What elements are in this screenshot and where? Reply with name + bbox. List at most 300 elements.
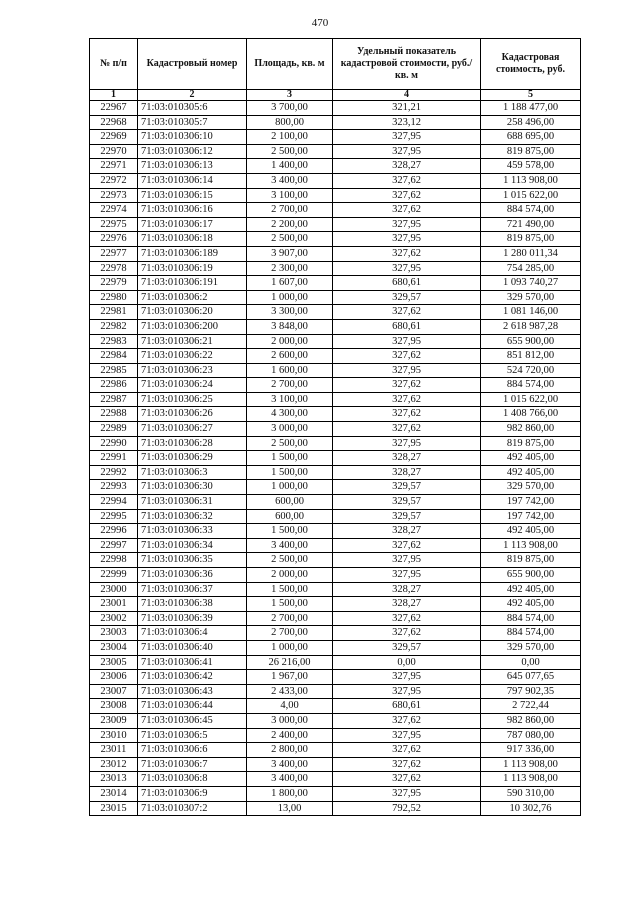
cell-area: 2 700,00 <box>247 611 333 626</box>
header-row-number: № п/п <box>90 39 138 90</box>
cell-row-number: 22996 <box>90 524 138 539</box>
cell-cadastral-cost: 1 081 146,00 <box>481 305 581 320</box>
cell-row-number: 22968 <box>90 115 138 130</box>
cell-specific-value: 327,62 <box>333 743 481 758</box>
cell-row-number: 22969 <box>90 130 138 145</box>
cell-row-number: 23002 <box>90 611 138 626</box>
cell-area: 2 500,00 <box>247 553 333 568</box>
cell-specific-value: 329,57 <box>333 480 481 495</box>
cell-cadastral-number: 71:03:010306:40 <box>138 640 247 655</box>
cell-cadastral-number: 71:03:010306:44 <box>138 699 247 714</box>
cell-row-number: 23006 <box>90 670 138 685</box>
cell-row-number: 22976 <box>90 232 138 247</box>
cell-cadastral-cost: 1 113 908,00 <box>481 772 581 787</box>
cell-row-number: 22982 <box>90 319 138 334</box>
cell-cadastral-cost: 884 574,00 <box>481 626 581 641</box>
cell-cadastral-cost: 819 875,00 <box>481 436 581 451</box>
column-number: 5 <box>481 90 581 101</box>
cell-cadastral-cost: 197 742,00 <box>481 509 581 524</box>
cell-area: 3 907,00 <box>247 246 333 261</box>
cell-cadastral-number: 71:03:010306:8 <box>138 772 247 787</box>
cell-cadastral-number: 71:03:010306:15 <box>138 188 247 203</box>
table-row <box>90 349 581 364</box>
cell-area: 2 800,00 <box>247 743 333 758</box>
cell-cadastral-cost: 982 860,00 <box>481 422 581 437</box>
table-row <box>90 392 581 407</box>
cell-row-number: 22992 <box>90 465 138 480</box>
cell-area: 1 500,00 <box>247 582 333 597</box>
cell-row-number: 22984 <box>90 349 138 364</box>
cell-specific-value: 327,62 <box>333 203 481 218</box>
table-row <box>90 480 581 495</box>
table-row <box>90 640 581 655</box>
cell-area: 2 600,00 <box>247 349 333 364</box>
column-number: 1 <box>90 90 138 101</box>
cell-cadastral-cost: 655 900,00 <box>481 334 581 349</box>
cell-row-number: 23003 <box>90 626 138 641</box>
header-row <box>90 39 581 90</box>
table-row <box>90 684 581 699</box>
cell-specific-value: 327,95 <box>333 144 481 159</box>
table-row <box>90 203 581 218</box>
cell-specific-value: 328,27 <box>333 465 481 480</box>
cell-cadastral-cost: 1 015 622,00 <box>481 392 581 407</box>
cell-specific-value: 327,62 <box>333 246 481 261</box>
cell-cadastral-cost: 258 496,00 <box>481 115 581 130</box>
cell-cadastral-number: 71:03:010306:10 <box>138 130 247 145</box>
cell-row-number: 22970 <box>90 144 138 159</box>
cell-specific-value: 680,61 <box>333 276 481 291</box>
cell-row-number: 22986 <box>90 378 138 393</box>
cell-area: 2 500,00 <box>247 436 333 451</box>
cell-cadastral-cost: 492 405,00 <box>481 582 581 597</box>
cell-cadastral-number: 71:03:010306:42 <box>138 670 247 685</box>
cell-cadastral-cost: 329 570,00 <box>481 480 581 495</box>
cell-area: 3 100,00 <box>247 392 333 407</box>
table-row <box>90 568 581 583</box>
column-number: 4 <box>333 90 481 101</box>
table-row <box>90 626 581 641</box>
cell-cadastral-cost: 819 875,00 <box>481 553 581 568</box>
table-row <box>90 217 581 232</box>
column-number: 2 <box>138 90 247 101</box>
cell-area: 2 100,00 <box>247 130 333 145</box>
header-specific-value: Удельный показатель кадастровой стоимости, руб./кв. м <box>333 39 481 90</box>
cell-area: 600,00 <box>247 509 333 524</box>
cell-cadastral-number: 71:03:010306:20 <box>138 305 247 320</box>
cell-row-number: 22993 <box>90 480 138 495</box>
cell-cadastral-number: 71:03:010306:34 <box>138 538 247 553</box>
cell-cadastral-number: 71:03:010306:39 <box>138 611 247 626</box>
table-row <box>90 159 581 174</box>
cell-row-number: 22981 <box>90 305 138 320</box>
cell-cadastral-number: 71:03:010306:25 <box>138 392 247 407</box>
table-row <box>90 757 581 772</box>
cell-cadastral-number: 71:03:010306:5 <box>138 728 247 743</box>
cell-row-number: 22967 <box>90 101 138 116</box>
table-row <box>90 713 581 728</box>
cell-specific-value: 328,27 <box>333 159 481 174</box>
cell-row-number: 23000 <box>90 582 138 597</box>
cell-area: 2 700,00 <box>247 203 333 218</box>
cell-area: 1 600,00 <box>247 363 333 378</box>
cell-cadastral-cost: 459 578,00 <box>481 159 581 174</box>
cell-cadastral-cost: 645 077,65 <box>481 670 581 685</box>
cell-row-number: 22972 <box>90 173 138 188</box>
cell-cadastral-number: 71:03:010306:37 <box>138 582 247 597</box>
cell-row-number: 23004 <box>90 640 138 655</box>
header-cadastral-cost: Кадастровая стоимость, руб. <box>481 39 581 90</box>
cell-cadastral-cost: 917 336,00 <box>481 743 581 758</box>
cell-row-number: 23013 <box>90 772 138 787</box>
cell-row-number: 23008 <box>90 699 138 714</box>
cell-area: 600,00 <box>247 495 333 510</box>
cell-area: 3 000,00 <box>247 422 333 437</box>
cell-area: 2 200,00 <box>247 217 333 232</box>
cell-cadastral-number: 71:03:010306:33 <box>138 524 247 539</box>
table-row <box>90 495 581 510</box>
cell-cadastral-number: 71:03:010306:18 <box>138 232 247 247</box>
cell-cadastral-number: 71:03:010306:19 <box>138 261 247 276</box>
cell-specific-value: 321,21 <box>333 101 481 116</box>
cell-specific-value: 327,62 <box>333 188 481 203</box>
cell-area: 3 700,00 <box>247 101 333 116</box>
table-row <box>90 319 581 334</box>
cell-row-number: 22994 <box>90 495 138 510</box>
table-row <box>90 101 581 116</box>
cell-specific-value: 329,57 <box>333 509 481 524</box>
cell-row-number: 22978 <box>90 261 138 276</box>
table-row <box>90 597 581 612</box>
cell-area: 1 500,00 <box>247 524 333 539</box>
cell-cadastral-number: 71:03:010306:14 <box>138 173 247 188</box>
cell-area: 3 400,00 <box>247 538 333 553</box>
cell-specific-value: 0,00 <box>333 655 481 670</box>
cell-specific-value: 680,61 <box>333 699 481 714</box>
cell-area: 1 400,00 <box>247 159 333 174</box>
table-row <box>90 786 581 801</box>
cell-row-number: 23014 <box>90 786 138 801</box>
cell-area: 1 967,00 <box>247 670 333 685</box>
cell-specific-value: 328,27 <box>333 597 481 612</box>
cell-cadastral-cost: 492 405,00 <box>481 451 581 466</box>
cell-row-number: 23011 <box>90 743 138 758</box>
cell-cadastral-cost: 884 574,00 <box>481 611 581 626</box>
cell-specific-value: 327,62 <box>333 538 481 553</box>
cell-cadastral-cost: 329 570,00 <box>481 640 581 655</box>
table-row <box>90 743 581 758</box>
cell-area: 4,00 <box>247 699 333 714</box>
cell-area: 2 400,00 <box>247 728 333 743</box>
cell-cadastral-number: 71:03:010305:6 <box>138 101 247 116</box>
cell-area: 26 216,00 <box>247 655 333 670</box>
cell-row-number: 23010 <box>90 728 138 743</box>
cell-cadastral-cost: 754 285,00 <box>481 261 581 276</box>
cell-cadastral-cost: 819 875,00 <box>481 144 581 159</box>
cell-row-number: 22991 <box>90 451 138 466</box>
cell-area: 3 400,00 <box>247 772 333 787</box>
cell-cadastral-number: 71:03:010306:17 <box>138 217 247 232</box>
cell-row-number: 23005 <box>90 655 138 670</box>
cell-area: 2 300,00 <box>247 261 333 276</box>
cell-cadastral-number: 71:03:010306:26 <box>138 407 247 422</box>
cell-cadastral-cost: 2 618 987,28 <box>481 319 581 334</box>
table-row <box>90 378 581 393</box>
cell-row-number: 23009 <box>90 713 138 728</box>
cell-row-number: 22975 <box>90 217 138 232</box>
cell-cadastral-cost: 982 860,00 <box>481 713 581 728</box>
table-row <box>90 173 581 188</box>
table-row <box>90 465 581 480</box>
cell-cadastral-cost: 492 405,00 <box>481 524 581 539</box>
cell-specific-value: 327,62 <box>333 173 481 188</box>
cell-area: 3 400,00 <box>247 757 333 772</box>
cell-row-number: 22980 <box>90 290 138 305</box>
cell-specific-value: 327,62 <box>333 305 481 320</box>
cell-specific-value: 327,95 <box>333 728 481 743</box>
table-row <box>90 144 581 159</box>
cell-cadastral-cost: 197 742,00 <box>481 495 581 510</box>
cell-specific-value: 327,62 <box>333 757 481 772</box>
cell-specific-value: 327,62 <box>333 407 481 422</box>
cell-cadastral-cost: 1 280 011,34 <box>481 246 581 261</box>
table-row <box>90 801 581 816</box>
table-row <box>90 772 581 787</box>
cell-area: 1 500,00 <box>247 451 333 466</box>
table-row <box>90 407 581 422</box>
cell-row-number: 22987 <box>90 392 138 407</box>
cell-cadastral-cost: 797 902,35 <box>481 684 581 699</box>
cell-row-number: 22997 <box>90 538 138 553</box>
column-number-row <box>90 90 581 101</box>
table-row <box>90 422 581 437</box>
cell-cadastral-number: 71:03:010306:2 <box>138 290 247 305</box>
table-row <box>90 553 581 568</box>
cell-area: 2 500,00 <box>247 144 333 159</box>
cell-cadastral-number: 71:03:010306:189 <box>138 246 247 261</box>
table-row <box>90 305 581 320</box>
cell-row-number: 23001 <box>90 597 138 612</box>
cell-specific-value: 327,62 <box>333 626 481 641</box>
cell-row-number: 22979 <box>90 276 138 291</box>
cell-cadastral-cost: 1 093 740,27 <box>481 276 581 291</box>
cell-area: 3 000,00 <box>247 713 333 728</box>
cell-cadastral-number: 71:03:010306:31 <box>138 495 247 510</box>
header-area: Площадь, кв. м <box>247 39 333 90</box>
cell-area: 2 500,00 <box>247 232 333 247</box>
cell-cadastral-number: 71:03:010306:23 <box>138 363 247 378</box>
cell-specific-value: 792,52 <box>333 801 481 816</box>
table-row <box>90 655 581 670</box>
cell-specific-value: 327,62 <box>333 422 481 437</box>
cell-cadastral-number: 71:03:010306:191 <box>138 276 247 291</box>
cell-area: 3 100,00 <box>247 188 333 203</box>
cell-row-number: 22973 <box>90 188 138 203</box>
cell-specific-value: 327,62 <box>333 349 481 364</box>
cadastre-table <box>89 38 581 816</box>
table-row <box>90 728 581 743</box>
cell-cadastral-number: 71:03:010307:2 <box>138 801 247 816</box>
cell-area: 2 433,00 <box>247 684 333 699</box>
cell-cadastral-number: 71:03:010306:29 <box>138 451 247 466</box>
cell-cadastral-cost: 10 302,76 <box>481 801 581 816</box>
cell-cadastral-cost: 1 113 908,00 <box>481 757 581 772</box>
cell-row-number: 22989 <box>90 422 138 437</box>
table-row <box>90 276 581 291</box>
cell-area: 2 000,00 <box>247 568 333 583</box>
column-number: 3 <box>247 90 333 101</box>
cell-specific-value: 327,62 <box>333 392 481 407</box>
table-body <box>90 101 581 816</box>
cell-cadastral-number: 71:03:010306:3 <box>138 465 247 480</box>
cell-cadastral-number: 71:03:010306:41 <box>138 655 247 670</box>
cell-cadastral-number: 71:03:010306:7 <box>138 757 247 772</box>
table-row <box>90 582 581 597</box>
cell-cadastral-cost: 1 113 908,00 <box>481 538 581 553</box>
cell-area: 13,00 <box>247 801 333 816</box>
cell-specific-value: 327,62 <box>333 378 481 393</box>
cell-cadastral-cost: 1 015 622,00 <box>481 188 581 203</box>
cell-specific-value: 328,27 <box>333 524 481 539</box>
cell-specific-value: 329,57 <box>333 640 481 655</box>
cell-cadastral-number: 71:03:010306:4 <box>138 626 247 641</box>
cell-cadastral-cost: 721 490,00 <box>481 217 581 232</box>
table-row <box>90 436 581 451</box>
cell-area: 2 000,00 <box>247 334 333 349</box>
page-number: 470 <box>311 17 329 29</box>
header-cadastral-number: Кадастровый номер <box>138 39 247 90</box>
cell-cadastral-cost: 819 875,00 <box>481 232 581 247</box>
cell-area: 1 500,00 <box>247 597 333 612</box>
cell-area: 2 700,00 <box>247 378 333 393</box>
cell-cadastral-number: 71:03:010306:200 <box>138 319 247 334</box>
cell-row-number: 22977 <box>90 246 138 261</box>
cell-specific-value: 327,62 <box>333 772 481 787</box>
cell-cadastral-number: 71:03:010306:12 <box>138 144 247 159</box>
cell-cadastral-number: 71:03:010306:27 <box>138 422 247 437</box>
cell-cadastral-number: 71:03:010306:43 <box>138 684 247 699</box>
cell-cadastral-number: 71:03:010306:24 <box>138 378 247 393</box>
cell-cadastral-cost: 1 188 477,00 <box>481 101 581 116</box>
cell-cadastral-cost: 1 408 766,00 <box>481 407 581 422</box>
table-row <box>90 611 581 626</box>
table-row <box>90 246 581 261</box>
table-row <box>90 538 581 553</box>
table-row <box>90 334 581 349</box>
cell-cadastral-number: 71:03:010306:9 <box>138 786 247 801</box>
table-row <box>90 509 581 524</box>
cell-cadastral-number: 71:03:010306:38 <box>138 597 247 612</box>
cell-row-number: 23012 <box>90 757 138 772</box>
cell-cadastral-number: 71:03:010306:32 <box>138 509 247 524</box>
table-row <box>90 290 581 305</box>
cell-specific-value: 327,95 <box>333 261 481 276</box>
cell-cadastral-cost: 590 310,00 <box>481 786 581 801</box>
cell-specific-value: 327,95 <box>333 786 481 801</box>
cell-specific-value: 329,57 <box>333 290 481 305</box>
cell-row-number: 22985 <box>90 363 138 378</box>
cell-area: 3 848,00 <box>247 319 333 334</box>
table-row <box>90 261 581 276</box>
cell-area: 1 000,00 <box>247 480 333 495</box>
cell-specific-value: 327,95 <box>333 436 481 451</box>
cell-cadastral-number: 71:03:010306:30 <box>138 480 247 495</box>
cell-cadastral-number: 71:03:010306:36 <box>138 568 247 583</box>
cell-specific-value: 327,95 <box>333 130 481 145</box>
cell-cadastral-cost: 492 405,00 <box>481 465 581 480</box>
cell-area: 3 400,00 <box>247 173 333 188</box>
cell-specific-value: 327,95 <box>333 553 481 568</box>
cell-row-number: 22974 <box>90 203 138 218</box>
cell-cadastral-number: 71:03:010305:7 <box>138 115 247 130</box>
cell-cadastral-number: 71:03:010306:35 <box>138 553 247 568</box>
cell-cadastral-cost: 1 113 908,00 <box>481 173 581 188</box>
cell-specific-value: 328,27 <box>333 451 481 466</box>
cell-cadastral-cost: 655 900,00 <box>481 568 581 583</box>
cell-cadastral-number: 71:03:010306:45 <box>138 713 247 728</box>
cell-specific-value: 323,12 <box>333 115 481 130</box>
table-row <box>90 363 581 378</box>
cell-area: 1 607,00 <box>247 276 333 291</box>
cell-cadastral-number: 71:03:010306:6 <box>138 743 247 758</box>
table-row <box>90 670 581 685</box>
cell-specific-value: 327,95 <box>333 670 481 685</box>
table-row <box>90 115 581 130</box>
cell-specific-value: 328,27 <box>333 582 481 597</box>
cell-cadastral-cost: 329 570,00 <box>481 290 581 305</box>
cell-specific-value: 327,62 <box>333 713 481 728</box>
cell-specific-value: 327,95 <box>333 568 481 583</box>
cell-row-number: 22971 <box>90 159 138 174</box>
cell-cadastral-cost: 787 080,00 <box>481 728 581 743</box>
cell-row-number: 22998 <box>90 553 138 568</box>
table-row <box>90 188 581 203</box>
cell-specific-value: 327,95 <box>333 334 481 349</box>
cell-cadastral-cost: 688 695,00 <box>481 130 581 145</box>
cell-area: 1 800,00 <box>247 786 333 801</box>
cell-area: 1 000,00 <box>247 290 333 305</box>
cell-area: 1 000,00 <box>247 640 333 655</box>
cell-row-number: 22990 <box>90 436 138 451</box>
cell-row-number: 22988 <box>90 407 138 422</box>
cell-cadastral-cost: 0,00 <box>481 655 581 670</box>
table-row <box>90 451 581 466</box>
cell-row-number: 22999 <box>90 568 138 583</box>
cell-area: 3 300,00 <box>247 305 333 320</box>
cell-area: 1 500,00 <box>247 465 333 480</box>
cell-row-number: 22983 <box>90 334 138 349</box>
cell-cadastral-number: 71:03:010306:16 <box>138 203 247 218</box>
cell-row-number: 23007 <box>90 684 138 699</box>
cell-cadastral-cost: 884 574,00 <box>481 378 581 393</box>
cell-specific-value: 327,95 <box>333 363 481 378</box>
cell-row-number: 23015 <box>90 801 138 816</box>
cell-row-number: 22995 <box>90 509 138 524</box>
table-row <box>90 699 581 714</box>
cell-specific-value: 680,61 <box>333 319 481 334</box>
cell-cadastral-cost: 492 405,00 <box>481 597 581 612</box>
cell-cadastral-number: 71:03:010306:21 <box>138 334 247 349</box>
table-row <box>90 232 581 247</box>
cell-area: 2 700,00 <box>247 626 333 641</box>
cell-cadastral-number: 71:03:010306:22 <box>138 349 247 364</box>
cell-specific-value: 327,95 <box>333 217 481 232</box>
cell-cadastral-number: 71:03:010306:13 <box>138 159 247 174</box>
cell-specific-value: 327,62 <box>333 611 481 626</box>
cell-area: 800,00 <box>247 115 333 130</box>
cell-area: 4 300,00 <box>247 407 333 422</box>
table-row <box>90 524 581 539</box>
